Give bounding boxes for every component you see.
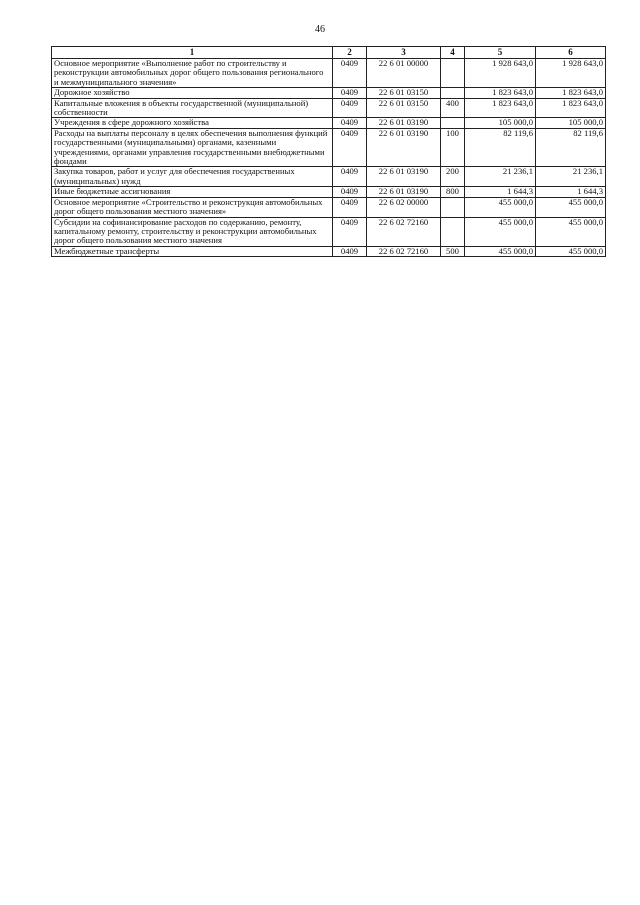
- table-row: [52, 246, 606, 256]
- table-row: [52, 217, 606, 246]
- row-amount-1: 82 119,6: [465, 128, 536, 167]
- budget-table: [51, 46, 606, 257]
- header-row: [52, 47, 606, 59]
- table-row: [52, 88, 606, 98]
- row-amount-1: 1 644,3: [465, 187, 536, 197]
- row-expense-type: 200: [441, 167, 465, 187]
- row-amount-1: 455 000,0: [465, 217, 536, 246]
- row-amount-2: 455 000,0: [536, 217, 606, 246]
- row-target-code: 22 6 02 72160: [367, 246, 441, 256]
- row-amount-1: 1 823 643,0: [465, 88, 536, 98]
- column-header-2: 2: [333, 47, 367, 59]
- row-name: Основное мероприятие «Выполнение работ по строительству и реконструкции автомобильных дорог общего пользования регионального и межмуниципального значения»: [52, 59, 333, 88]
- row-amount-2: 105 000,0: [536, 118, 606, 128]
- row-target-code: 22 6 01 03150: [367, 98, 441, 118]
- table-body: [52, 59, 606, 257]
- row-expense-type: 400: [441, 98, 465, 118]
- row-name: Дорожное хозяйство: [52, 88, 333, 98]
- column-header-6: 6: [536, 47, 606, 59]
- page-number: 46: [315, 24, 325, 35]
- table-header: [52, 47, 606, 59]
- row-expense-type: 500: [441, 246, 465, 256]
- row-section-code: 0409: [333, 217, 367, 246]
- row-target-code: 22 6 01 03190: [367, 128, 441, 167]
- row-target-code: 22 6 01 03190: [367, 167, 441, 187]
- column-header-1: 1: [52, 47, 333, 59]
- table-row: [52, 59, 606, 88]
- row-amount-2: 1 644,3: [536, 187, 606, 197]
- table-row: [52, 98, 606, 118]
- row-name: Учреждения в сфере дорожного хозяйства: [52, 118, 333, 128]
- row-section-code: 0409: [333, 59, 367, 88]
- column-header-4: 4: [441, 47, 465, 59]
- row-section-code: 0409: [333, 88, 367, 98]
- row-section-code: 0409: [333, 128, 367, 167]
- row-amount-1: 105 000,0: [465, 118, 536, 128]
- row-amount-2: 455 000,0: [536, 246, 606, 256]
- table-row: [52, 128, 606, 167]
- row-section-code: 0409: [333, 246, 367, 256]
- row-expense-type: [441, 88, 465, 98]
- row-expense-type: 800: [441, 187, 465, 197]
- table-row: [52, 118, 606, 128]
- row-section-code: 0409: [333, 197, 367, 217]
- table-row: [52, 197, 606, 217]
- row-expense-type: [441, 118, 465, 128]
- row-expense-type: 100: [441, 128, 465, 167]
- row-amount-2: 1 928 643,0: [536, 59, 606, 88]
- row-target-code: 22 6 02 00000: [367, 197, 441, 217]
- row-name: Основное мероприятие «Строительство и реконструкция автомобильных дорог общего пользования местного значения»: [52, 197, 333, 217]
- row-section-code: 0409: [333, 167, 367, 187]
- row-target-code: 22 6 01 03150: [367, 88, 441, 98]
- row-name: Иные бюджетные ассигнования: [52, 187, 333, 197]
- row-target-code: 22 6 01 00000: [367, 59, 441, 88]
- row-target-code: 22 6 01 03190: [367, 187, 441, 197]
- row-amount-2: 1 823 643,0: [536, 98, 606, 118]
- row-section-code: 0409: [333, 187, 367, 197]
- row-amount-2: 455 000,0: [536, 197, 606, 217]
- column-header-3: 3: [367, 47, 441, 59]
- row-section-code: 0409: [333, 98, 367, 118]
- column-header-5: 5: [465, 47, 536, 59]
- row-amount-2: 82 119,6: [536, 128, 606, 167]
- table-row: [52, 187, 606, 197]
- row-expense-type: [441, 197, 465, 217]
- row-expense-type: [441, 217, 465, 246]
- row-amount-1: 1 823 643,0: [465, 98, 536, 118]
- row-amount-1: 455 000,0: [465, 197, 536, 217]
- row-amount-1: 455 000,0: [465, 246, 536, 256]
- row-name: Закупка товаров, работ и услуг для обеспечения государственных (муниципальных) нужд: [52, 167, 333, 187]
- row-expense-type: [441, 59, 465, 88]
- table-row: [52, 167, 606, 187]
- row-amount-2: 21 236,1: [536, 167, 606, 187]
- row-section-code: 0409: [333, 118, 367, 128]
- row-name: Межбюджетные трансферты: [52, 246, 333, 256]
- row-name: Капитальные вложения в объекты государственной (муниципальной) собственности: [52, 98, 333, 118]
- row-target-code: 22 6 01 03190: [367, 118, 441, 128]
- row-amount-1: 21 236,1: [465, 167, 536, 187]
- row-name: Расходы на выплаты персоналу в целях обеспечения выполнения функций государственными (муниципальными) органами, казенными учреждениями, органами управления государственными внебюджетными фондами: [52, 128, 333, 167]
- row-name: Субсидии на софинансирование расходов по содержанию, ремонту, капитальному ремонту, строительству и реконструкции автомобильных дорог общего пользования местного значения: [52, 217, 333, 246]
- row-amount-2: 1 823 643,0: [536, 88, 606, 98]
- row-amount-1: 1 928 643,0: [465, 59, 536, 88]
- row-target-code: 22 6 02 72160: [367, 217, 441, 246]
